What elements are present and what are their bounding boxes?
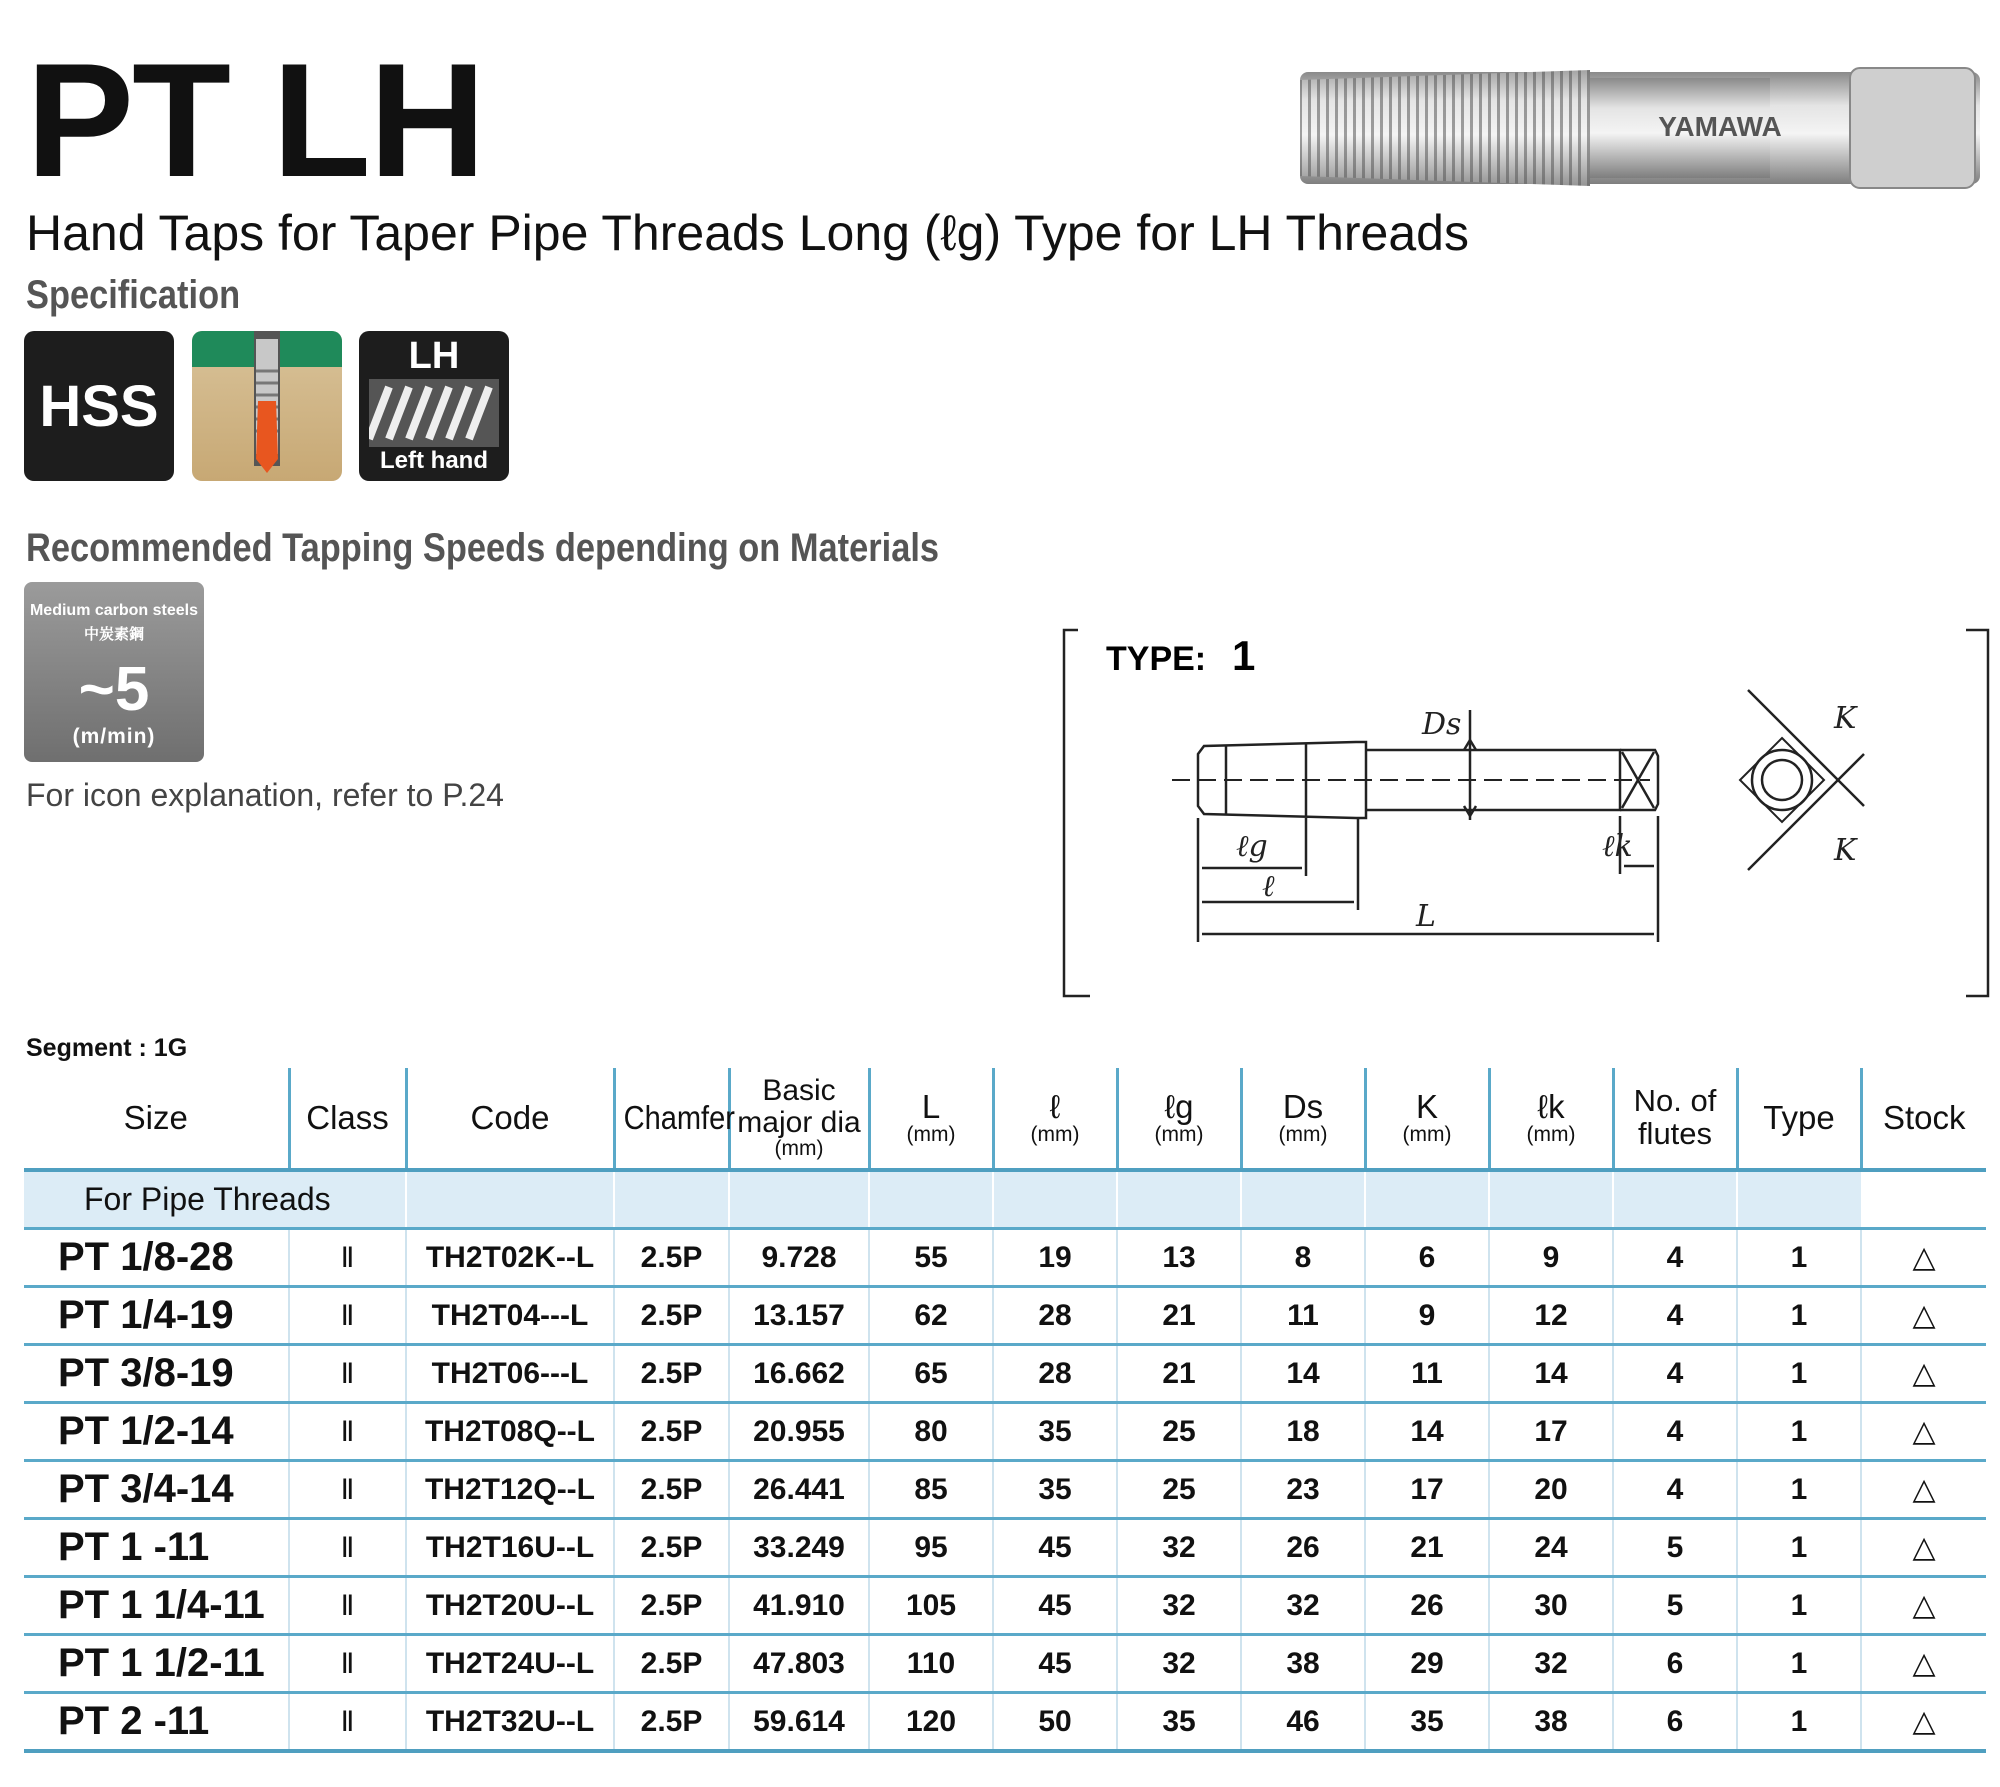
tap-product-image [1290,58,1990,198]
class-cell: Ⅱ [289,1287,406,1345]
left-hand-thread-icon [369,379,499,447]
l-cell: 45 [993,1635,1117,1693]
lh-badge-label: LH [408,335,460,377]
header-L [869,1068,993,1170]
type-cell: 1 [1737,1635,1861,1693]
tap-brand-text: YAMAWA [1658,111,1782,142]
header-k-label: K [1415,1087,1438,1125]
header-l [993,1068,1117,1170]
size-cell: PT 3/4-14 [24,1461,289,1519]
segment-label: Segment : 1G [26,1034,188,1062]
flutes-cell: 6 [1613,1693,1737,1752]
flutes-cell: 6 [1613,1635,1737,1693]
lk-cell: 17 [1489,1403,1613,1461]
table-row [24,1519,1986,1577]
chamfer-cell: 2.5P [614,1519,729,1577]
hss-badge-label: HSS [39,373,159,439]
chamfer-cell: 2.5P [614,1635,729,1693]
ds-cell: 32 [1241,1577,1365,1635]
code-cell: TH2T08Q--L [406,1403,614,1461]
header-unit: (mm) [1278,1123,1328,1147]
code-cell: TH2T12Q--L [406,1461,614,1519]
k-cell: 35 [1365,1693,1489,1752]
class-cell: Ⅱ [289,1403,406,1461]
k-cell: 17 [1365,1461,1489,1519]
lg-cell: 25 [1117,1403,1241,1461]
type-cell: 1 [1737,1229,1861,1287]
class-cell: Ⅱ [289,1461,406,1519]
L-cell: 55 [869,1229,993,1287]
chamfer-cell: 2.5P [614,1345,729,1403]
l-cell: 28 [993,1287,1117,1345]
table-row [24,1229,1986,1287]
tapping-speed-badge [24,582,204,762]
size-cell: PT 2 -11 [24,1693,289,1752]
lg-cell: 32 [1117,1519,1241,1577]
header-flutes-label: No. of flutes [1633,1083,1717,1151]
k-label-bottom: K [1834,833,1857,868]
size-cell: PT 1 1/4-11 [24,1577,289,1635]
ds-cell: 23 [1241,1461,1365,1519]
header-lk-label: ℓk [1537,1087,1565,1125]
lk-cell: 24 [1489,1519,1613,1577]
header-lg-label: ℓg [1164,1087,1194,1125]
class-cell: Ⅱ [289,1577,406,1635]
L-cell: 85 [869,1461,993,1519]
header-chamfer-label: Chamfer [623,1098,735,1136]
type-cell: 1 [1737,1345,1861,1403]
stock-cell: △ [1861,1635,1986,1693]
lg-cell: 32 [1117,1577,1241,1635]
header-k [1365,1068,1489,1170]
header-chamfer [614,1068,735,1170]
basic-major-dia-cell: 20.955 [729,1403,869,1461]
table-row [24,1635,1986,1693]
group-label: For Pipe Threads [24,1170,406,1229]
L-cell: 62 [869,1287,993,1345]
flutes-cell: 4 [1613,1461,1737,1519]
stock-cell: △ [1861,1693,1986,1752]
l-cell: 50 [993,1693,1117,1752]
k-label-top: K [1834,701,1857,736]
type-cell: 1 [1737,1693,1861,1752]
type-cell: 1 [1737,1577,1861,1635]
basic-major-dia-cell: 16.662 [729,1345,869,1403]
l-label: ℓ [1262,869,1275,904]
code-cell: TH2T32U--L [406,1693,614,1752]
flutes-cell: 5 [1613,1519,1737,1577]
left-hand-badge [359,331,509,481]
header-ds [1241,1068,1365,1170]
header-unit: (mm) [906,1123,956,1147]
lg-cell: 21 [1117,1345,1241,1403]
chamfer-cell: 2.5P [614,1229,729,1287]
ds-cell: 8 [1241,1229,1365,1287]
lk-label: ℓk [1602,829,1633,864]
stock-cell: △ [1861,1403,1986,1461]
lg-cell: 35 [1117,1693,1241,1752]
header-lg [1117,1068,1241,1170]
basic-major-dia-cell: 41.910 [729,1577,869,1635]
class-cell: Ⅱ [289,1229,406,1287]
header-stock: Stock [1861,1068,1986,1170]
k-cell: 11 [1365,1345,1489,1403]
basic-major-dia-cell: 47.803 [729,1635,869,1693]
L-cell: 120 [869,1693,993,1752]
lg-cell: 13 [1117,1229,1241,1287]
basic-major-dia-cell: 59.614 [729,1693,869,1752]
basic-major-dia-cell: 13.157 [729,1287,869,1345]
lk-cell: 14 [1489,1345,1613,1403]
diagram-type-label: TYPE: [1106,640,1207,678]
lg-label: ℓg [1236,829,1268,864]
stock-cell: △ [1861,1519,1986,1577]
lg-cell: 21 [1117,1287,1241,1345]
k-cell: 9 [1365,1287,1489,1345]
page-title: PT LH [26,30,484,211]
type-cell: 1 [1737,1287,1861,1345]
lk-cell: 30 [1489,1577,1613,1635]
stock-cell: △ [1861,1577,1986,1635]
ds-cell: 14 [1241,1345,1365,1403]
code-cell: TH2T20U--L [406,1577,614,1635]
code-cell: TH2T16U--L [406,1519,614,1577]
l-cell: 35 [993,1403,1117,1461]
size-cell: PT 1 1/2-11 [24,1635,289,1693]
type-cell: 1 [1737,1461,1861,1519]
specification-heading: Specification [26,273,241,317]
flutes-cell: 4 [1613,1345,1737,1403]
l-cell: 45 [993,1577,1117,1635]
k-cell: 26 [1365,1577,1489,1635]
l-cell: 28 [993,1345,1117,1403]
size-cell: PT 1/2-14 [24,1403,289,1461]
header-basic-major-dia [729,1068,869,1170]
chamfer-cell: 2.5P [614,1577,729,1635]
ds-cell: 11 [1241,1287,1365,1345]
table-row [24,1577,1986,1635]
code-cell: TH2T04---L [406,1287,614,1345]
header-unit: (mm) [1154,1123,1204,1147]
left-hand-label: Left hand [380,447,488,474]
header-unit: (mm) [1526,1123,1576,1147]
header-lk [1489,1068,1613,1170]
chamfer-cell: 2.5P [614,1287,729,1345]
diagram-type-value: 1 [1232,632,1256,679]
hss-material-badge [24,331,174,481]
L-cell: 65 [869,1345,993,1403]
lk-cell: 9 [1489,1229,1613,1287]
flutes-cell: 4 [1613,1287,1737,1345]
l-cell: 45 [993,1519,1117,1577]
tap-spec-table [24,1068,1986,1753]
stock-cell: △ [1861,1287,1986,1345]
lg-cell: 32 [1117,1635,1241,1693]
stock-cell: △ [1861,1461,1986,1519]
k-cell: 14 [1365,1403,1489,1461]
code-cell: TH2T24U--L [406,1635,614,1693]
basic-major-dia-cell: 33.249 [729,1519,869,1577]
material-name: Medium carbon steels [29,602,199,619]
flutes-cell: 4 [1613,1403,1737,1461]
header-l-label: ℓ [1049,1087,1061,1125]
k-cell: 6 [1365,1229,1489,1287]
stock-cell: △ [1861,1229,1986,1287]
header-unit: (mm) [1030,1123,1080,1147]
L-cell: 105 [869,1577,993,1635]
code-cell: TH2T06---L [406,1345,614,1403]
blind-hole-icon [192,331,342,481]
header-basic-major-dia-label: Basic major dia [737,1074,861,1139]
ds-label: Ds [1422,707,1462,742]
type-1-dimension-diagram [1060,620,1996,1000]
header-ds-label: Ds [1282,1087,1324,1125]
basic-major-dia-cell: 26.441 [729,1461,869,1519]
icon-explanation-note: For icon explanation, refer to P.24 [26,777,504,813]
header-unit: (mm) [1402,1123,1452,1147]
table-header-row [24,1068,1986,1170]
lk-cell: 32 [1489,1635,1613,1693]
group-row [24,1170,1986,1229]
l-cell: 19 [993,1229,1117,1287]
ds-cell: 38 [1241,1635,1365,1693]
L-cell: 110 [869,1635,993,1693]
page-subtitle: Hand Taps for Taper Pipe Threads Long (ℓg) Type for LH Threads [26,205,1469,261]
overall-length-label: L [1416,899,1436,934]
lk-cell: 12 [1489,1287,1613,1345]
chamfer-cell: 2.5P [614,1461,729,1519]
class-cell: Ⅱ [289,1519,406,1577]
header-code: Code [406,1068,614,1170]
header-flutes [1613,1068,1737,1170]
type-cell: 1 [1737,1403,1861,1461]
tapping-speed-heading: Recommended Tapping Speeds depending on Materials [26,526,940,570]
class-cell: Ⅱ [289,1635,406,1693]
ds-cell: 26 [1241,1519,1365,1577]
k-cell: 29 [1365,1635,1489,1693]
l-cell: 35 [993,1461,1117,1519]
class-cell: Ⅱ [289,1693,406,1752]
basic-major-dia-cell: 9.728 [729,1229,869,1287]
code-cell: TH2T02K--L [406,1229,614,1287]
class-cell: Ⅱ [289,1345,406,1403]
table-row [24,1693,1986,1752]
header-class: Class [289,1068,406,1170]
flutes-cell: 4 [1613,1229,1737,1287]
header-size: Size [123,1098,188,1136]
L-cell: 95 [869,1519,993,1577]
size-cell: PT 3/8-19 [24,1345,289,1403]
chamfer-cell: 2.5P [614,1403,729,1461]
material-name-jp: 中炭素鋼 [83,626,144,643]
table-row [24,1287,1986,1345]
lk-cell: 20 [1489,1461,1613,1519]
type-cell: 1 [1737,1519,1861,1577]
ds-cell: 46 [1241,1693,1365,1752]
table-row [24,1345,1986,1403]
size-cell: PT 1/4-19 [24,1287,289,1345]
flutes-cell: 5 [1613,1577,1737,1635]
header-unit: (mm) [774,1137,824,1161]
table-row [24,1403,1986,1461]
chamfer-cell: 2.5P [614,1693,729,1752]
lg-cell: 25 [1117,1461,1241,1519]
table-row [24,1461,1986,1519]
size-cell: PT 1 -11 [24,1519,289,1577]
header-L-label: L [921,1087,941,1125]
L-cell: 80 [869,1403,993,1461]
k-cell: 21 [1365,1519,1489,1577]
stock-cell: △ [1861,1345,1986,1403]
header-type: Type [1737,1068,1861,1170]
size-cell: PT 1/8-28 [24,1229,289,1287]
speed-value: ~5 [78,655,150,724]
speed-unit: (m/min) [72,725,156,748]
ds-cell: 18 [1241,1403,1365,1461]
lk-cell: 38 [1489,1693,1613,1752]
